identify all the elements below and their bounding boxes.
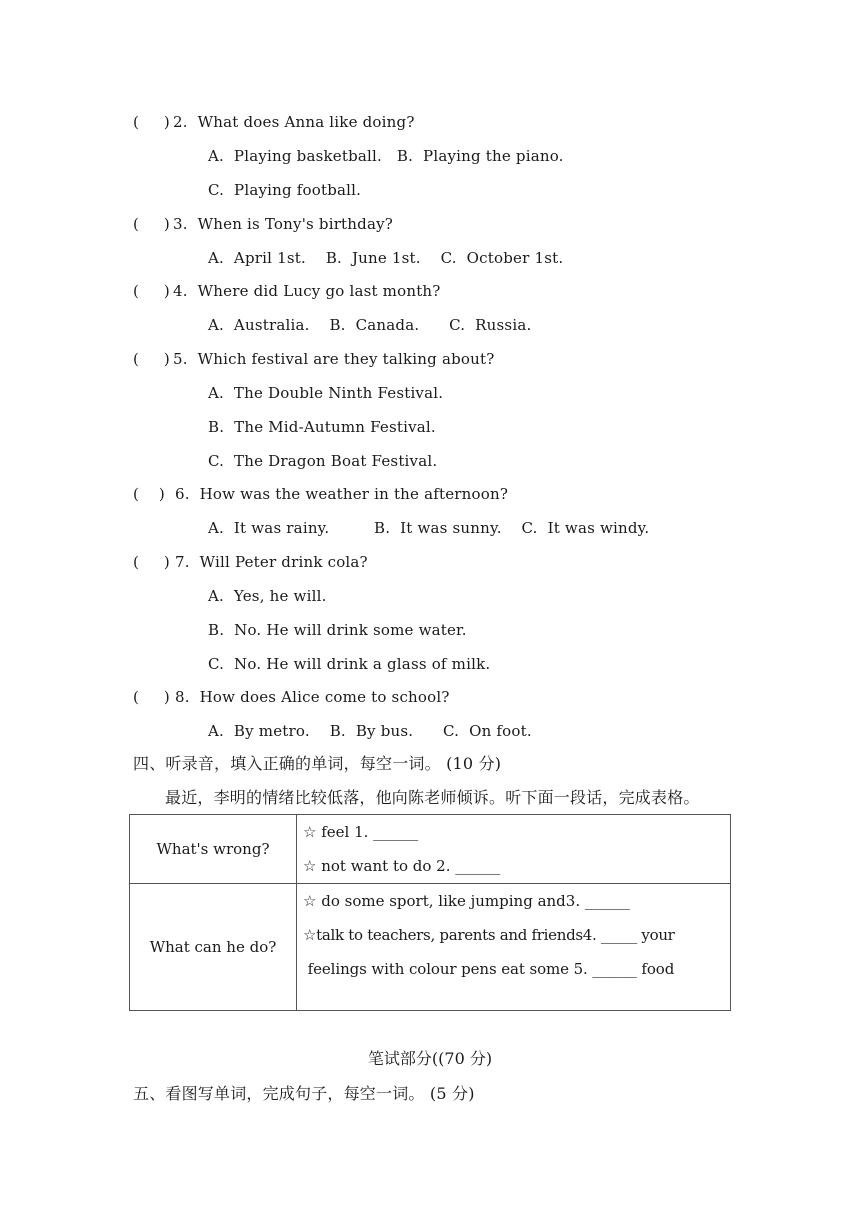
option-line: B. No. He will drink some water. bbox=[208, 621, 467, 639]
answer-paren[interactable]: ( ) bbox=[133, 215, 170, 233]
section-4-heading: 四、听录音，填入正确的单词，每空一词。 (10 分) bbox=[133, 754, 502, 773]
question-text: 3. When is Tony's birthday? bbox=[173, 215, 394, 233]
row-label-what-can-he-do: What can he do? bbox=[130, 884, 297, 1011]
option-line: C. Playing football. bbox=[208, 181, 362, 199]
section-4-intro: 最近，李明的情绪比较低落，他向陈老师倾诉。听下面一段话，完成表格。 bbox=[165, 788, 700, 807]
option-line: A. Australia. B. Canada. C. Russia. bbox=[208, 316, 532, 334]
question-text: 4. Where did Lucy go last month? bbox=[173, 282, 441, 300]
question-text: 5. Which festival are they talking about? bbox=[173, 350, 495, 368]
fill-line[interactable]: ☆ do some sport, like jumping and3. ______ bbox=[303, 892, 630, 910]
fill-line[interactable]: ☆talk to teachers, parents and friends4. _____ your bbox=[303, 926, 675, 944]
row-content-what-can-he-do bbox=[297, 884, 731, 1011]
fill-line[interactable]: ☆ not want to do 2. ______ bbox=[303, 857, 501, 875]
answer-paren[interactable]: ( ) bbox=[133, 282, 170, 300]
option-line: A. Playing basketball. B. Playing the piano. bbox=[208, 147, 564, 165]
written-part-title: 笔试部分((70 分) bbox=[367, 1049, 493, 1068]
answer-table bbox=[129, 814, 731, 1011]
option-line: A. By metro. B. By bus. C. On foot. bbox=[208, 722, 532, 740]
answer-paren[interactable]: ( ) bbox=[133, 485, 165, 503]
answer-paren[interactable]: ( ) bbox=[133, 688, 170, 706]
answer-paren[interactable]: ( ) bbox=[133, 350, 170, 368]
section-5-heading: 五、看图写单词，完成句子，每空一词。 (5 分) bbox=[133, 1084, 475, 1103]
fill-line[interactable]: ☆ feel 1. ______ bbox=[303, 823, 419, 841]
option-line: A. Yes, he will. bbox=[208, 587, 327, 605]
answer-paren[interactable]: ( ) bbox=[133, 113, 170, 131]
option-line: A. April 1st. B. June 1st. C. October 1st. bbox=[208, 249, 564, 267]
option-line: C. The Dragon Boat Festival. bbox=[208, 452, 438, 470]
question-text: 6. How was the weather in the afternoon? bbox=[175, 485, 509, 503]
option-line: B. The Mid-Autumn Festival. bbox=[208, 418, 436, 436]
fill-line[interactable]: feelings with colour pens eat some 5. ______ food bbox=[303, 960, 675, 978]
question-text: 7. Will Peter drink cola? bbox=[175, 553, 368, 571]
answer-paren[interactable]: ( ) bbox=[133, 553, 170, 571]
option-line: A. It was rainy. B. It was sunny. C. It was windy. bbox=[208, 519, 650, 537]
option-line: C. No. He will drink a glass of milk. bbox=[208, 655, 491, 673]
row-label-whats-wrong: What's wrong? bbox=[130, 815, 297, 884]
option-line: A. The Double Ninth Festival. bbox=[208, 384, 444, 402]
question-text: 8. How does Alice come to school? bbox=[175, 688, 450, 706]
question-text: 2. What does Anna like doing? bbox=[173, 113, 415, 131]
row-content-whats-wrong bbox=[297, 815, 731, 884]
